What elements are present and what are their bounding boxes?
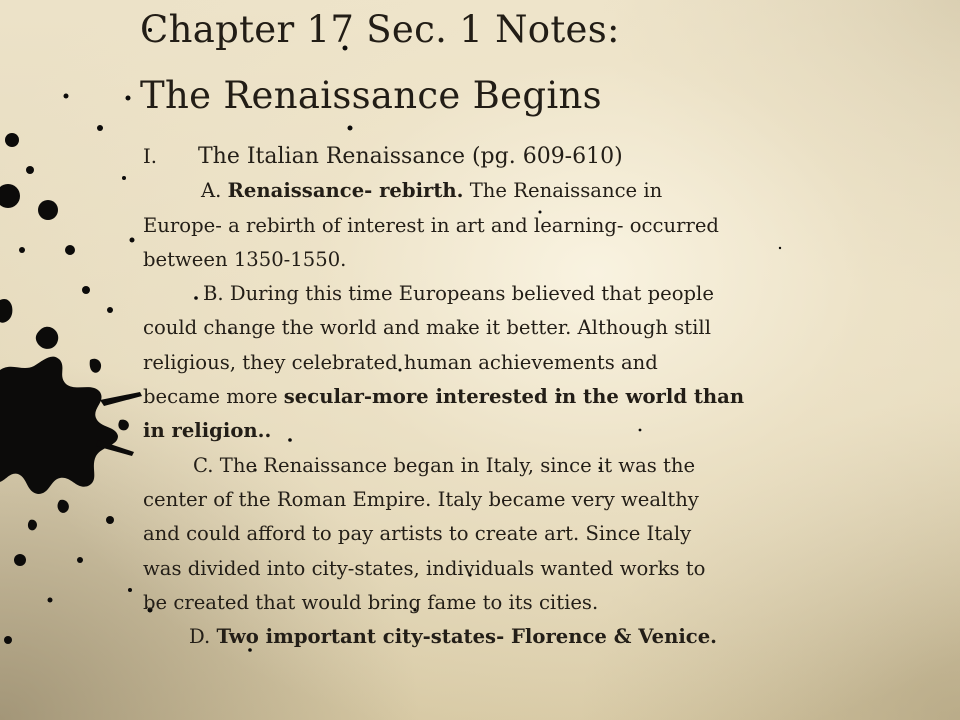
point-d-text: Two important city-states- Florence & Venice.: [216, 625, 717, 649]
point-b-line-5-end: .: [264, 419, 272, 443]
outline-heading-text: The Italian Renaissance (pg. 609-610): [198, 144, 623, 169]
point-a-letter: A.: [201, 179, 222, 203]
outline-heading: [143, 140, 813, 174]
point-c-line-5: be created that would bring fame to its cities.: [143, 590, 599, 614]
point-c-line-2: center of the Roman Empire. Italy became very wealthy: [143, 487, 699, 511]
point-b-line-1: [143, 277, 813, 311]
slide-title-line-1: Chapter 17 Sec. 1 Notes:: [140, 8, 620, 51]
point-a-line-3: between 1350-1550.: [143, 247, 347, 271]
point-b-line-1-text: B. During this time Europeans believed that people: [203, 282, 714, 306]
point-b-line-4-plain: became more: [143, 385, 278, 409]
point-b-line-2: could change the world and make it better. Although still: [143, 316, 711, 340]
point-b-line-3: religious, they celebrated human achievements and: [143, 350, 658, 374]
point-a-line-2: Europe- a rebirth of interest in art and learning- occurred: [143, 213, 719, 237]
notes-body: [143, 140, 813, 654]
point-b-line-5: [143, 414, 813, 448]
point-d-line: [143, 620, 813, 654]
point-c-line-4: was divided into city-states, individuals wanted works to: [143, 556, 706, 580]
point-c-line-1-text: C. The Renaissance began in Italy, since it was the: [193, 453, 696, 477]
point-b-line-5-bold: in religion.: [143, 419, 265, 443]
point-a-term: Renaissance- rebirth.: [227, 179, 464, 203]
point-a-line-1: [143, 174, 813, 208]
point-c-line-3: and could afford to pay artists to create art. Since Italy: [143, 522, 692, 546]
point-d-letter: D.: [189, 625, 211, 649]
slide-title-line-2: The Renaissance Begins: [140, 74, 602, 117]
point-a-line-1-rest: The Renaissance in: [469, 179, 663, 203]
point-c-line-1: [143, 449, 813, 483]
point-b-secular-term: secular-more interested in the world than: [283, 385, 745, 409]
point-b-line-4: [143, 380, 813, 414]
outline-numeral: I.: [143, 145, 157, 168]
